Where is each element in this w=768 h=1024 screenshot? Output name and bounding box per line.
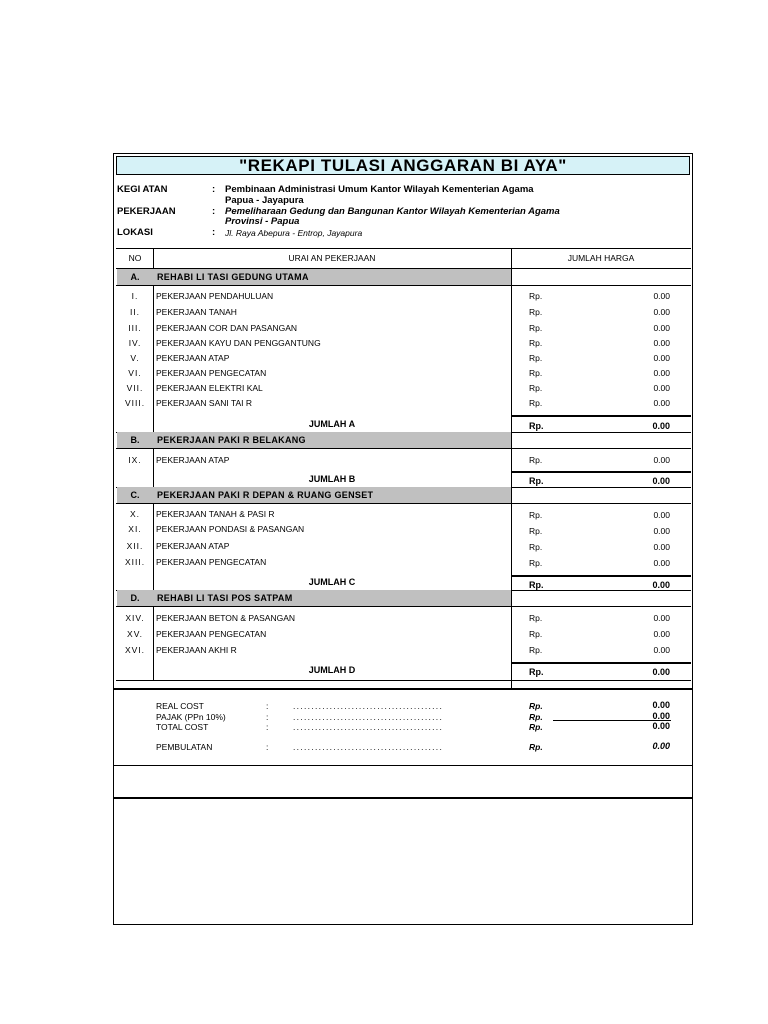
pekerjaan-value-line2: Provinsi - Papua	[225, 216, 300, 227]
row-no: XI.	[128, 524, 142, 534]
row-desc: PEKERJAAN KAYU DAN PENGGANTUNG	[156, 338, 321, 348]
row-value: 0.00	[653, 629, 670, 639]
row-value: 0.00	[653, 542, 670, 552]
row-value: 0.00	[653, 645, 670, 655]
row-desc: PEKERJAAN ATAP	[156, 455, 230, 465]
kegiatan-colon: :	[212, 184, 216, 195]
row-currency: Rp.	[529, 613, 543, 623]
row-no: XII.	[126, 541, 144, 551]
section-a-letter: A.	[130, 272, 140, 282]
row-currency: Rp.	[529, 383, 543, 393]
footer-rule	[114, 797, 692, 799]
row-currency: Rp.	[529, 323, 543, 333]
rule-a-sum-top	[511, 415, 691, 417]
rule-d-sum-bottom	[116, 680, 691, 681]
document-title	[116, 156, 690, 175]
value-column-rule	[511, 248, 512, 688]
rule-b-sum-top	[511, 471, 691, 473]
real-cost-dots: .........................................	[293, 701, 444, 711]
row-currency: Rp.	[529, 338, 543, 348]
row-desc: PEKERJAAN PENGECATAN	[156, 368, 267, 378]
total-cost-dots: .........................................	[293, 722, 444, 732]
row-value: 0.00	[653, 368, 670, 378]
row-currency: Rp.	[529, 307, 543, 317]
row-no: XV.	[127, 629, 143, 639]
pekerjaan-colon: :	[212, 206, 216, 217]
row-value: 0.00	[653, 323, 670, 333]
row-currency: Rp.	[529, 353, 543, 363]
row-no: XVI.	[124, 645, 146, 655]
row-desc: PEKERJAAN TANAH	[156, 307, 237, 317]
pembulatan-colon: :	[266, 742, 269, 752]
kegiatan-value-line1: Pembinaan Administrasi Umum Kantor Wilayah Kementerian Agama	[225, 184, 534, 195]
section-b-sum-label: JUMLAH B	[308, 474, 356, 484]
row-no: III.	[128, 323, 142, 333]
row-value: 0.00	[653, 291, 670, 301]
pembulatan-currency: Rp.	[529, 742, 543, 752]
row-no: XIV.	[125, 613, 145, 623]
rule-c-sum-top	[511, 575, 691, 577]
row-currency: Rp.	[529, 645, 543, 655]
row-no: VIII.	[124, 398, 146, 408]
rule-c-title-bottom	[116, 503, 691, 504]
row-no: VI.	[128, 368, 142, 378]
document-title-text: "REKAPI TULASI ANGGARAN BI AYA"	[239, 156, 567, 175]
table-top-rule	[116, 248, 691, 249]
pekerjaan-label: PEKERJAAN	[117, 206, 176, 217]
pajak-label: PAJAK (PPn 10%)	[156, 712, 226, 722]
row-currency: Rp.	[529, 455, 543, 465]
section-d-letter: D.	[130, 593, 140, 603]
row-currency: Rp.	[529, 510, 543, 520]
row-no: I.	[131, 291, 139, 301]
row-no: IV.	[128, 338, 142, 348]
row-desc: PEKERJAAN PENDAHULUAN	[156, 291, 274, 301]
kegiatan-value-line2: Papua - Jayapura	[225, 195, 304, 206]
section-a-sum-currency: Rp.	[529, 421, 544, 431]
row-currency: Rp.	[529, 629, 543, 639]
row-no: VII.	[126, 383, 144, 393]
row-desc: PEKERJAAN TANAH & PASI R	[156, 509, 275, 519]
real-cost-label: REAL COST	[156, 701, 204, 711]
pajak-colon: :	[266, 712, 269, 722]
pajak-currency: Rp.	[529, 712, 543, 722]
row-desc: PEKERJAAN PENGECATAN	[156, 557, 267, 567]
lokasi-label: LOKASI	[117, 227, 153, 238]
real-cost-value: 0.00	[652, 700, 670, 710]
section-d-sum-label: JUMLAH D	[308, 665, 356, 675]
row-value: 0.00	[653, 307, 670, 317]
section-c-sum-currency: Rp.	[529, 580, 544, 590]
no-column-rule	[153, 248, 154, 680]
header-jumlah-harga: JUMLAH HARGA	[567, 253, 635, 263]
row-currency: Rp.	[529, 291, 543, 301]
row-desc: PEKERJAAN PENGECATAN	[156, 629, 267, 639]
lokasi-value: Jl. Raya Abepura - Entrop, Jayapura	[225, 228, 363, 238]
pembulatan-label: PEMBULATAN	[156, 742, 213, 752]
row-currency: Rp.	[529, 558, 543, 568]
total-cost-label: TOTAL COST	[156, 722, 209, 732]
rule-d-title-bottom	[116, 606, 691, 607]
row-desc: PEKERJAAN ATAP	[156, 353, 230, 363]
kegiatan-label: KEGI ATAN	[117, 184, 168, 195]
rule-a-title	[116, 285, 691, 286]
pajak-dots: .........................................	[293, 712, 444, 722]
pekerjaan-value-line1: Pemeliharaan Gedung dan Bangunan Kantor Wilayah Kementerian Agama	[225, 206, 560, 217]
real-cost-colon: :	[266, 701, 269, 711]
row-no: X.	[129, 509, 141, 519]
row-value: 0.00	[653, 338, 670, 348]
section-b-title: PEKERJAAN PAKI R BELAKANG	[157, 435, 306, 445]
row-no: IX.	[128, 455, 142, 465]
total-cost-currency: Rp.	[529, 722, 543, 732]
totals-bottom-rule	[114, 765, 692, 766]
header-no: NO	[128, 253, 142, 263]
row-currency: Rp.	[529, 526, 543, 536]
row-value: 0.00	[653, 455, 670, 465]
row-currency: Rp.	[529, 368, 543, 378]
row-desc: PEKERJAAN SANI TAI R	[156, 398, 253, 408]
section-b-letter: B.	[130, 435, 140, 445]
rule-b-title-bottom	[116, 448, 691, 449]
section-d-sum-currency: Rp.	[529, 667, 544, 677]
section-c-sum-label: JUMLAH C	[308, 577, 356, 587]
section-c-letter: C.	[130, 490, 140, 500]
header-uraian: URAI AN PEKERJAAN	[288, 253, 376, 263]
pajak-value: 0.00	[652, 711, 670, 721]
row-desc: PEKERJAAN COR DAN PASANGAN	[156, 323, 298, 333]
row-value: 0.00	[653, 510, 670, 520]
total-cost-colon: :	[266, 722, 269, 732]
section-d-sum-value: 0.00	[652, 667, 670, 677]
row-currency: Rp.	[529, 398, 543, 408]
row-value: 0.00	[653, 383, 670, 393]
lokasi-colon: :	[212, 227, 216, 238]
row-value: 0.00	[653, 613, 670, 623]
total-cost-value: 0.00	[652, 721, 670, 731]
section-a-sum-label: JUMLAH A	[308, 419, 356, 429]
row-value: 0.00	[653, 558, 670, 568]
real-cost-currency: Rp.	[529, 701, 543, 711]
row-no: II.	[129, 307, 141, 317]
row-value: 0.00	[653, 353, 670, 363]
section-a-title: REHABI LI TASI GEDUNG UTAMA	[157, 272, 309, 282]
rule-d-sum-top	[511, 662, 691, 664]
pembulatan-value: 0.00	[652, 741, 670, 751]
section-b-sum-currency: Rp.	[529, 476, 544, 486]
row-desc: PEKERJAAN ATAP	[156, 541, 230, 551]
totals-top-rule	[114, 688, 692, 690]
row-desc: PEKERJAAN AKHI R	[156, 645, 237, 655]
row-desc: PEKERJAAN ELEKTRI KAL	[156, 383, 263, 393]
row-desc: PEKERJAAN BETON & PASANGAN	[156, 613, 296, 623]
row-value: 0.00	[653, 398, 670, 408]
row-no: V.	[130, 353, 140, 363]
section-c-sum-value: 0.00	[652, 580, 670, 590]
row-currency: Rp.	[529, 542, 543, 552]
row-no: XIII.	[124, 557, 146, 567]
row-value: 0.00	[653, 526, 670, 536]
section-a-sum-value: 0.00	[652, 421, 670, 431]
section-d-title: REHABI LI TASI POS SATPAM	[157, 593, 293, 603]
pembulatan-dots: .........................................	[293, 742, 444, 752]
section-c-title: PEKERJAAN PAKI R DEPAN & RUANG GENSET	[157, 490, 374, 500]
section-b-sum-value: 0.00	[652, 476, 670, 486]
row-desc: PEKERJAAN PONDASI & PASANGAN	[156, 524, 305, 534]
